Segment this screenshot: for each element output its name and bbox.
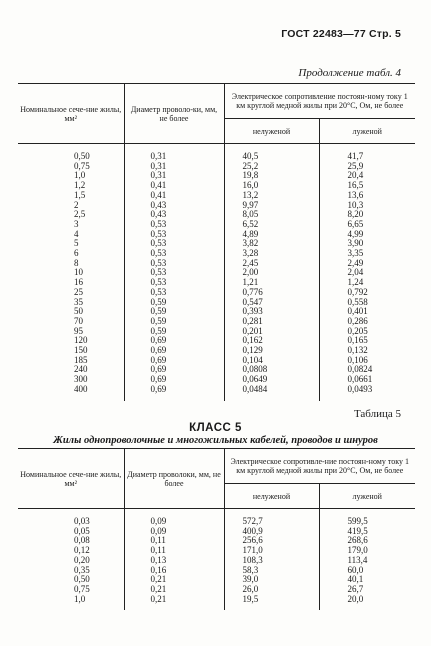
col-wire-diameter: Диаметр проволоки, мм, не более	[124, 449, 224, 509]
table-cell: 8,20	[347, 209, 364, 220]
table-cell: 0,03	[18, 517, 124, 527]
table-cell: 3,82	[224, 239, 319, 249]
table-cell: 113,4	[347, 554, 368, 565]
table-cell: 0,165	[347, 335, 368, 346]
col-tinned: луженой	[319, 119, 415, 144]
table-cell: 6,52	[224, 220, 319, 230]
table-5-body	[18, 509, 415, 611]
resistance-table-4	[18, 83, 415, 401]
table-cell: 0,53	[124, 278, 224, 288]
table-cell: 25,9	[347, 160, 364, 171]
table-cell: 0,53	[124, 268, 224, 278]
table-row	[18, 385, 415, 395]
table-cell: 0,59	[124, 307, 224, 317]
table-cell: 400,9	[224, 527, 319, 537]
col-nominal-section: Номинальное сече-ние жилы, мм²	[18, 449, 124, 509]
table-cell: 0,16	[124, 566, 224, 576]
table-cell: 0,69	[124, 365, 224, 375]
table-cell: 0,31	[124, 152, 224, 162]
table-cell: 0,776	[224, 288, 319, 298]
table-cell: 0,41	[124, 181, 224, 191]
col-untinned: нелуженой	[224, 484, 319, 509]
table-cell: 0,21	[124, 585, 224, 595]
table-cell: 2,5	[18, 210, 124, 220]
table-cell: 0,401	[347, 306, 368, 317]
table-cell: 0,129	[224, 346, 319, 356]
table-cell: 0,09	[124, 517, 224, 527]
table-cell: 4,89	[224, 230, 319, 240]
table-cell: 0,75	[18, 585, 124, 595]
table-cell: 4,99	[347, 228, 364, 239]
table-cell: 58,3	[224, 566, 319, 576]
table-cell: 108,3	[224, 556, 319, 566]
table-cell: 13,6	[347, 189, 364, 200]
table-cell: 268,6	[347, 535, 368, 546]
table-5-subtitle: Жилы однопроволочные и многожильных кабелей, проводов и шнуров	[53, 435, 378, 446]
col-nominal-section: Номинальное сече-ние жилы, мм²	[18, 84, 124, 144]
table-cell: 185	[18, 356, 124, 366]
table-cell: 35	[18, 298, 124, 308]
table-cell: 0,547	[224, 298, 319, 308]
table-cell: 0,558	[347, 296, 368, 307]
resistance-table-5	[18, 448, 415, 610]
table-cell: 0,12	[18, 546, 124, 556]
table-cell: 3,28	[224, 249, 319, 259]
table-cell: 256,6	[224, 536, 319, 546]
table-cell: 0,08	[18, 536, 124, 546]
table-cell: 19,8	[224, 171, 319, 181]
table-cell: 1,2	[18, 181, 124, 191]
table-cell: 4	[18, 230, 124, 240]
table-cell: 3,35	[347, 248, 364, 259]
table-cell: 20,0	[347, 593, 364, 604]
table-cell: 0,0808	[224, 365, 319, 375]
col-wire-diameter: Диаметр проволо-ки, мм, не более	[124, 84, 224, 144]
table-cell: 0,13	[124, 556, 224, 566]
table-cell: 0,41	[124, 191, 224, 201]
table-cell: 16,5	[347, 180, 364, 191]
col-group-resistance: Электрическое сопротивле-ние постоян-ному току 1 км круглой медной жилы при 20°С, Ом, не более	[224, 449, 415, 484]
table-cell: 26,7	[347, 583, 364, 594]
table-cell: 0,792	[347, 286, 368, 297]
table-cell: 0,11	[124, 546, 224, 556]
table-cell: 1,0	[18, 595, 124, 605]
continuation-label: Продолжение табл. 4	[298, 67, 401, 79]
table-cell: 25	[18, 288, 124, 298]
table-cell: 0,59	[124, 317, 224, 327]
table-cell: 0,205	[347, 325, 368, 336]
table-cell: 0,50	[18, 152, 124, 162]
table-cell: 9,97	[224, 201, 319, 211]
table-cell: 0,35	[18, 566, 124, 576]
table-cell: 150	[18, 346, 124, 356]
table-cell: 0,21	[124, 595, 224, 605]
table-cell: 1,21	[224, 278, 319, 288]
table-cell: 70	[18, 317, 124, 327]
table-cell: 0,43	[124, 201, 224, 211]
table-cell: 50	[18, 307, 124, 317]
col-group-resistance: Электрическое сопротивление постоян-ному току 1 км круглой медной жилы при 20°С, Ом, не более	[224, 84, 415, 119]
table-cell: 6	[18, 249, 124, 259]
table-cell: 0,0824	[347, 364, 373, 375]
table-cell: 95	[18, 327, 124, 337]
table-cell: 39,0	[224, 575, 319, 585]
table-cell: 40,1	[347, 574, 364, 585]
table-cell: 20,4	[347, 170, 364, 181]
table-cell: 0,162	[224, 336, 319, 346]
table-cell: 0,21	[124, 575, 224, 585]
table-cell: 0,53	[124, 249, 224, 259]
table-cell: 13,2	[224, 191, 319, 201]
table-cell: 0,05	[18, 527, 124, 537]
table-cell: 0,69	[124, 385, 224, 395]
table-cell: 0,69	[124, 336, 224, 346]
table-cell: 599,5	[347, 516, 368, 526]
table-cell: 16	[18, 278, 124, 288]
table-row	[18, 595, 415, 605]
table-cell: 0,104	[224, 356, 319, 366]
table-cell: 2,00	[224, 268, 319, 278]
table-cell: 40,5	[224, 152, 319, 162]
table-cell: 26,0	[224, 585, 319, 595]
table-cell: 0,31	[124, 171, 224, 181]
table-cell: 0,53	[124, 239, 224, 249]
page-header: ГОСТ 22483—77 Стр. 5	[281, 28, 401, 40]
table-cell: 419,5	[347, 525, 368, 536]
table-5-label: Таблица 5	[353, 408, 401, 420]
table-cell: 0,50	[18, 575, 124, 585]
table-cell: 1,5	[18, 191, 124, 201]
table-cell: 0,53	[124, 259, 224, 269]
table-cell: 16,0	[224, 181, 319, 191]
table-cell: 0,53	[124, 230, 224, 240]
table-cell: 2,49	[347, 257, 364, 268]
table-cell: 0,0661	[347, 374, 373, 385]
table-cell: 0,0649	[224, 375, 319, 385]
table-cell: 0,59	[124, 327, 224, 337]
table-cell: 6,65	[347, 218, 364, 229]
table-cell: 10	[18, 268, 124, 278]
table-cell: 240	[18, 365, 124, 375]
table-cell: 0,59	[124, 298, 224, 308]
table-cell: 0,106	[347, 354, 368, 365]
table-4-body	[18, 144, 415, 401]
table-cell: 300	[18, 375, 124, 385]
table-cell: 41,7	[347, 151, 364, 161]
table-cell: 0,0493	[347, 383, 373, 394]
table-cell: 171,0	[224, 546, 319, 556]
table-cell: 60,0	[347, 564, 364, 575]
table-cell: 179,0	[347, 545, 368, 556]
table-cell: 0,11	[124, 536, 224, 546]
table-cell: 0,393	[224, 307, 319, 317]
table-cell: 2,04	[347, 267, 364, 278]
table-cell: 0,0484	[224, 385, 319, 395]
table-cell: 25,2	[224, 162, 319, 172]
col-untinned: нелуженой	[224, 119, 319, 144]
table-cell: 0,69	[124, 356, 224, 366]
table-cell: 0,286	[347, 315, 368, 326]
table-cell: 0,31	[124, 162, 224, 172]
table-cell: 3	[18, 220, 124, 230]
table-cell: 0,132	[347, 345, 368, 356]
table-cell: 1,24	[347, 277, 364, 288]
table-cell: 3,90	[347, 238, 364, 249]
table-cell: 2,45	[224, 259, 319, 269]
table-cell: 400	[18, 385, 124, 395]
table-cell: 5	[18, 239, 124, 249]
table-cell: 0,09	[124, 527, 224, 537]
table-cell: 10,3	[347, 199, 364, 210]
table-cell: 0,69	[124, 346, 224, 356]
table-cell: 0,69	[124, 375, 224, 385]
table-cell: 0,53	[124, 288, 224, 298]
table-cell: 0,53	[124, 220, 224, 230]
table-cell: 0,20	[18, 556, 124, 566]
table-cell: 8	[18, 259, 124, 269]
table-cell: 0,201	[224, 327, 319, 337]
col-tinned: луженой	[319, 484, 415, 509]
table-cell: 2	[18, 201, 124, 211]
table-cell: 572,7	[224, 517, 319, 527]
table-cell: 0,75	[18, 162, 124, 172]
table-cell: 120	[18, 336, 124, 346]
class-heading: КЛАСС 5	[189, 422, 242, 434]
table-cell: 1,0	[18, 171, 124, 181]
table-cell: 19,5	[224, 595, 319, 605]
table-cell: 0,281	[224, 317, 319, 327]
table-cell: 0,43	[124, 210, 224, 220]
table-cell: 8,05	[224, 210, 319, 220]
